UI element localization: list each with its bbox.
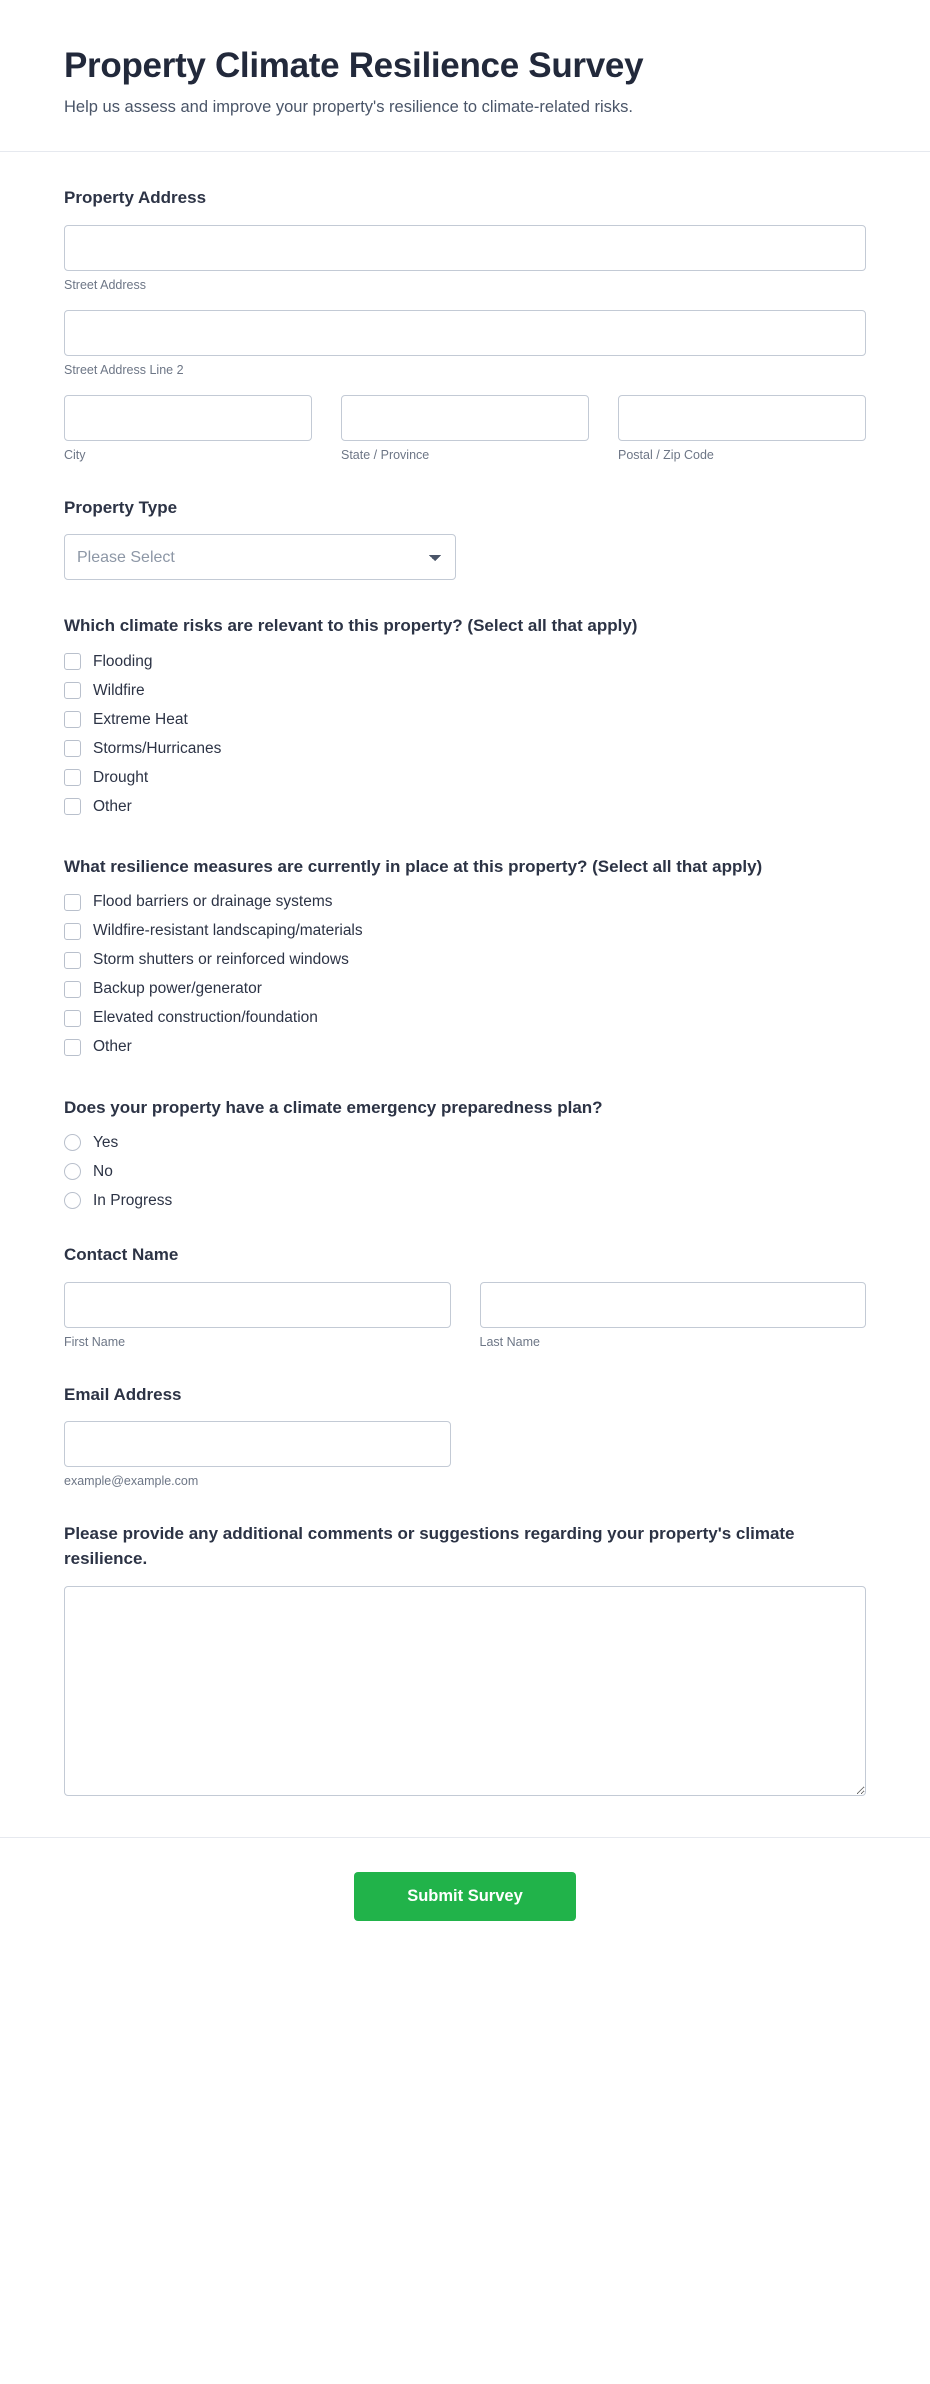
checkbox-label: Flood barriers or drainage systems	[93, 893, 333, 911]
checkbox-icon[interactable]	[64, 1039, 81, 1056]
submit-button[interactable]: Submit Survey	[354, 1872, 576, 1921]
checkbox-label: Other	[93, 1038, 132, 1056]
climate-risks-checkbox-group	[64, 653, 866, 815]
checkbox-item[interactable]	[64, 769, 866, 786]
checkbox-icon[interactable]	[64, 769, 81, 786]
emergency-plan-radio-group	[64, 1134, 866, 1209]
state-group	[341, 395, 589, 462]
email-sublabel: example@example.com	[64, 1474, 199, 1489]
emergency-plan-label: Does your property have a climate emergency preparedness plan?	[64, 1097, 603, 1117]
email-spacer	[480, 1421, 867, 1488]
checkbox-label: Wildfire	[93, 681, 145, 699]
property-address-label: Property Address	[64, 188, 207, 207]
first-name-group	[64, 1282, 451, 1349]
form-body	[0, 152, 930, 1801]
radio-icon[interactable]	[64, 1163, 81, 1180]
postal-zip-sublabel: Postal / Zip Code	[618, 447, 714, 462]
city-sublabel: City	[64, 447, 86, 462]
comments-label: Please provide any additional comments or suggestions regarding your property's climate resilience.	[64, 1524, 795, 1569]
checkbox-item[interactable]	[64, 798, 866, 815]
city-input[interactable]	[64, 395, 312, 441]
checkbox-icon[interactable]	[64, 923, 81, 940]
resilience-measures-label: What resilience measures are currently in place at this property? (Select all that apply)	[64, 856, 763, 876]
checkbox-icon[interactable]	[64, 711, 81, 728]
checkbox-icon[interactable]	[64, 798, 81, 815]
first-name-sublabel: First Name	[64, 1334, 126, 1349]
street-address-line2-sublabel: Street Address Line 2	[64, 362, 184, 377]
field-emergency-plan	[64, 1096, 866, 1210]
field-resilience-measures	[64, 855, 866, 1056]
checkbox-label: Storm shutters or reinforced windows	[93, 951, 349, 969]
field-property-address	[64, 186, 866, 462]
form-header	[0, 0, 930, 152]
field-climate-risks	[64, 614, 866, 815]
checkbox-label: Storms/Hurricanes	[93, 739, 222, 757]
street-address-line2-input[interactable]	[64, 310, 866, 356]
postal-zip-input[interactable]	[618, 395, 866, 441]
email-field[interactable]	[64, 1421, 451, 1467]
field-property-type	[64, 496, 866, 581]
checkbox-label: Other	[93, 797, 132, 815]
checkbox-icon[interactable]	[64, 1010, 81, 1027]
checkbox-item[interactable]	[64, 923, 866, 940]
checkbox-item[interactable]	[64, 952, 866, 969]
radio-label: Yes	[93, 1133, 119, 1151]
radio-label: In Progress	[93, 1191, 173, 1209]
checkbox-label: Drought	[93, 768, 149, 786]
checkbox-item[interactable]	[64, 682, 866, 699]
radio-icon[interactable]	[64, 1192, 81, 1209]
contact-name-label: Contact Name	[64, 1245, 179, 1265]
checkbox-icon[interactable]	[64, 653, 81, 670]
checkbox-label: Backup power/generator	[93, 980, 262, 998]
checkbox-item[interactable]	[64, 711, 866, 728]
checkbox-icon[interactable]	[64, 894, 81, 911]
email-address-label: Email Address	[64, 1384, 182, 1404]
checkbox-item[interactable]	[64, 740, 866, 757]
field-contact-name	[64, 1243, 866, 1349]
checkbox-icon[interactable]	[64, 682, 81, 699]
postal-group	[618, 395, 866, 462]
contact-name-row	[64, 1282, 866, 1349]
street-address-input[interactable]	[64, 225, 866, 271]
last-name-group	[480, 1282, 867, 1349]
checkbox-label: Elevated construction/foundation	[93, 1009, 318, 1027]
radio-label: No	[93, 1162, 113, 1180]
email-group	[64, 1421, 451, 1488]
radio-item[interactable]	[64, 1192, 866, 1209]
form-footer	[0, 1837, 930, 1965]
last-name-sublabel: Last Name	[479, 1334, 540, 1349]
page-subtitle: Help us assess and improve your property's resilience to climate-related risks.	[64, 98, 633, 116]
checkbox-label: Wildfire-resistant landscaping/materials	[93, 922, 363, 940]
last-name-input[interactable]	[480, 1282, 867, 1328]
radio-item[interactable]	[64, 1134, 866, 1151]
street-address-sublabel: Street Address	[64, 277, 146, 292]
property-type-select[interactable]	[64, 534, 456, 580]
city-group	[64, 395, 312, 462]
radio-item[interactable]	[64, 1163, 866, 1180]
page-title: Property Climate Resilience Survey	[64, 46, 644, 85]
checkbox-item[interactable]	[64, 1010, 866, 1027]
field-email-address	[64, 1383, 866, 1489]
address-city-state-zip-row	[64, 395, 866, 462]
checkbox-label: Flooding	[93, 652, 153, 670]
radio-icon[interactable]	[64, 1134, 81, 1151]
field-comments	[64, 1522, 866, 1800]
checkbox-label: Extreme Heat	[93, 710, 188, 728]
state-province-input[interactable]	[341, 395, 589, 441]
resilience-measures-checkbox-group	[64, 894, 866, 1056]
checkbox-icon[interactable]	[64, 952, 81, 969]
climate-risks-label: Which climate risks are relevant to this property? (Select all that apply)	[64, 616, 638, 636]
first-name-input[interactable]	[64, 1282, 451, 1328]
checkbox-item[interactable]	[64, 894, 866, 911]
checkbox-item[interactable]	[64, 981, 866, 998]
property-type-label: Property Type	[64, 497, 178, 517]
state-province-sublabel: State / Province	[341, 447, 430, 462]
checkbox-item[interactable]	[64, 1039, 866, 1056]
checkbox-icon[interactable]	[64, 981, 81, 998]
comments-textarea[interactable]	[64, 1586, 866, 1796]
checkbox-icon[interactable]	[64, 740, 81, 757]
checkbox-item[interactable]	[64, 653, 866, 670]
email-row	[64, 1421, 866, 1488]
